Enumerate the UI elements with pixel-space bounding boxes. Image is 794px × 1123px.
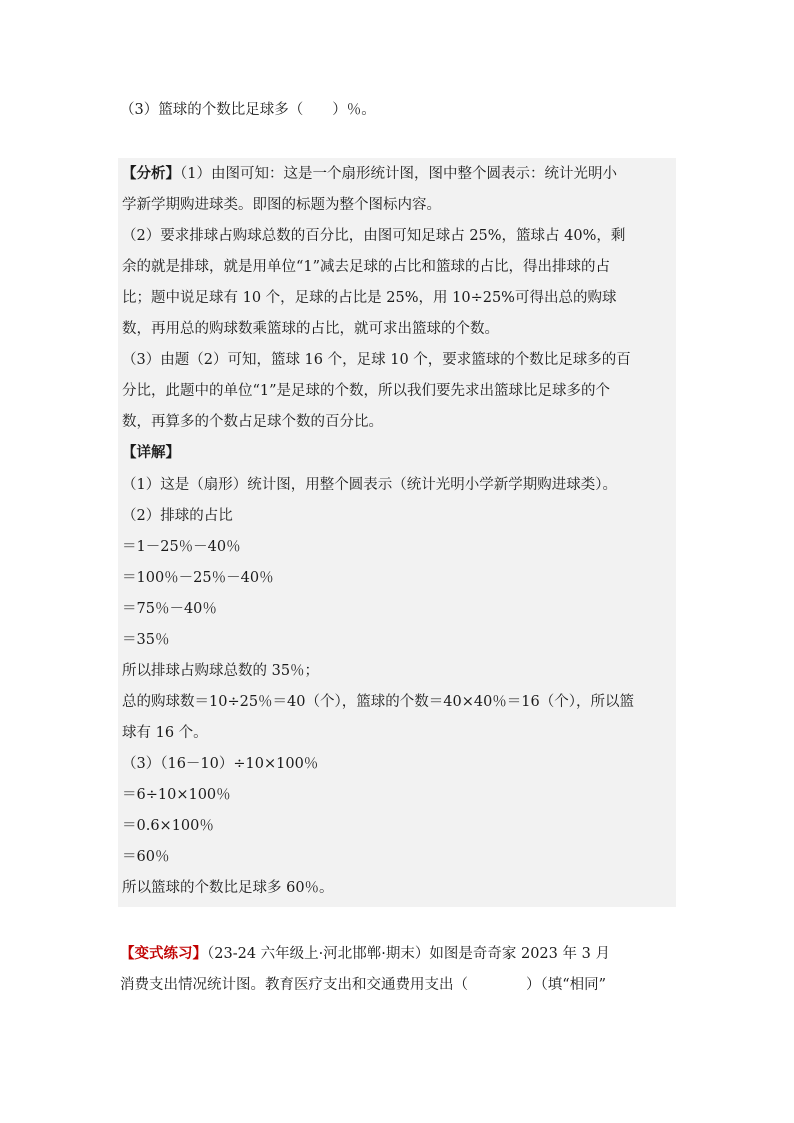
detail-line: ＝35％ bbox=[122, 632, 170, 648]
detail-label: 【详解】 bbox=[122, 444, 180, 461]
detail-line: （1）这是（扇形）统计图，用整个圆表示（统计光明小学新学期购进球类）。 bbox=[122, 477, 617, 493]
analysis-line-1 bbox=[122, 162, 676, 186]
analysis-text: （1）由图可知：这是一个扇形统计图，图中整个圆表示：统计光明小 bbox=[180, 166, 617, 182]
question-3: （3）篮球的个数比足球多（ ）％。 bbox=[120, 102, 376, 118]
analysis-line: 学新学期购进球类。即图的标题为整个图标内容。 bbox=[122, 197, 441, 213]
detail-line: （3）（16－10）÷10×100％ bbox=[122, 756, 319, 772]
analysis-line: （2）要求排球占购球总数的百分比，由图可知足球占 25%，篮球占 40%，剩 bbox=[122, 228, 626, 244]
analysis-line: （3）由题（2）可知，篮球 16 个，足球 10 个，要求篮球的个数比足球多的百 bbox=[122, 352, 631, 368]
detail-line: 球有 16 个。 bbox=[122, 725, 208, 741]
variant-label: 【变式练习】 bbox=[120, 945, 207, 962]
analysis-line: 比；题中说足球有 10 个，足球的占比是 25%，用 10÷25%可得出总的购球 bbox=[122, 290, 617, 306]
analysis-box bbox=[118, 158, 676, 907]
analysis-line: 余的就是排球，就是用单位“1”减去足球的占比和篮球的占比，得出排球的占 bbox=[122, 259, 611, 275]
detail-line: 总的购球数＝10÷25％＝40（个），篮球的个数＝40×40％＝16（个），所以篮 bbox=[122, 694, 635, 710]
detail-line: 所以篮球的个数比足球多 60％。 bbox=[122, 880, 334, 896]
analysis-line: 数，再用总的购球数乘篮球的占比，就可求出篮球的个数。 bbox=[122, 321, 499, 337]
detail-line: ＝6÷10×100％ bbox=[122, 787, 231, 803]
detail-line: 所以排球占购球总数的 35％； bbox=[122, 663, 320, 679]
analysis-label: 【分析】 bbox=[122, 165, 180, 182]
detail-line: （2）排球的占比 bbox=[122, 508, 233, 524]
variant-line-1 bbox=[120, 942, 610, 966]
variant-line-2: 消费支出情况统计图。教育医疗支出和交通费用支出（ ）（填“相同” bbox=[120, 977, 607, 993]
detail-line: ＝1－25％－40％ bbox=[122, 539, 241, 555]
detail-line: ＝100％－25％－40％ bbox=[122, 570, 274, 586]
variant-text: （23-24 六年级上·河北邯郸·期末）如图是奇奇家 2023 年 3 月 bbox=[207, 946, 610, 962]
detail-line: ＝0.6×100％ bbox=[122, 818, 214, 834]
analysis-line: 数，再算多的个数占足球个数的百分比。 bbox=[122, 414, 383, 430]
detail-line: ＝75％－40％ bbox=[122, 601, 217, 617]
detail-line: ＝60％ bbox=[122, 849, 170, 865]
analysis-line: 分比，此题中的单位“1”是足球的个数，所以我们要先求出篮球比足球多的个 bbox=[122, 383, 611, 399]
